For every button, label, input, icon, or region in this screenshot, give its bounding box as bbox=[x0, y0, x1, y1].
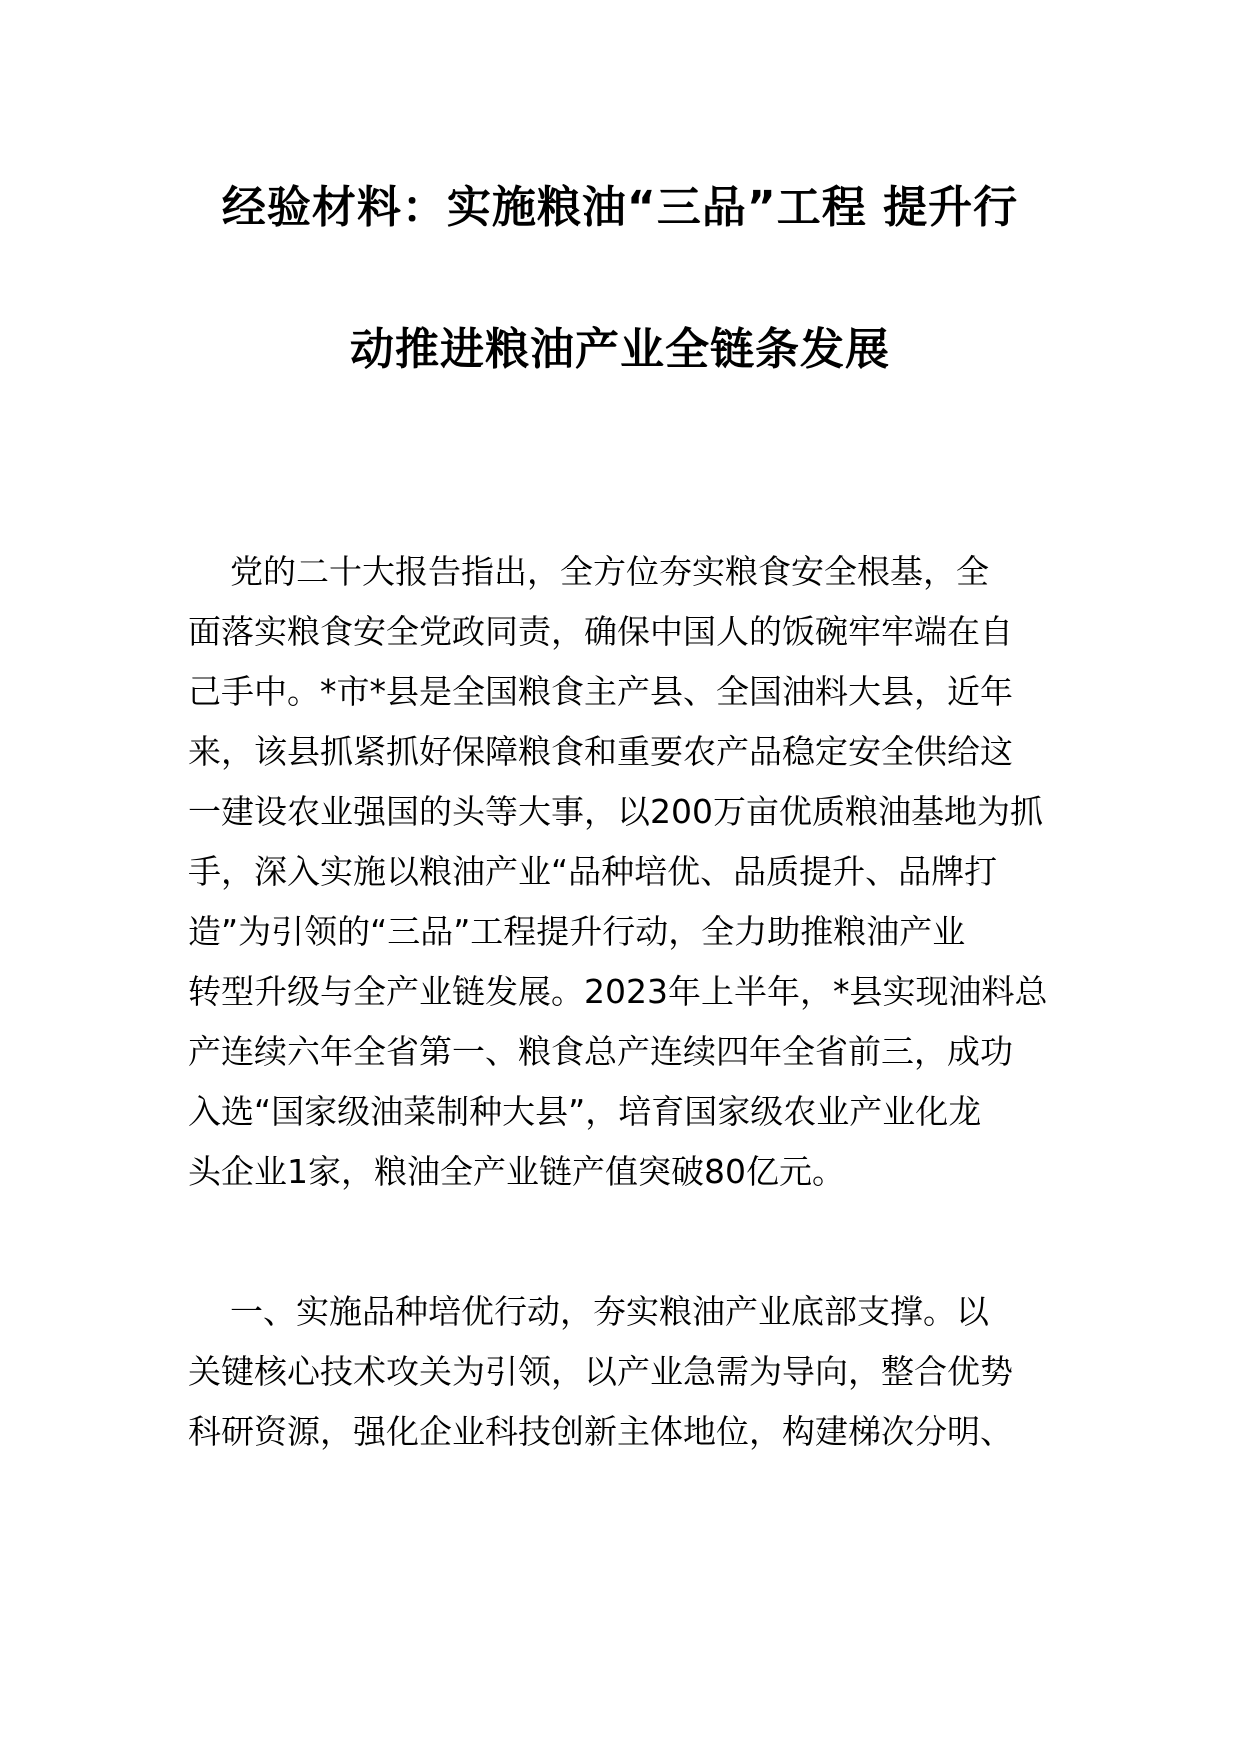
paragraph-1-line: 转型升级与全产业链发展。2023年上半年，*县实现油料总 bbox=[188, 972, 1048, 1011]
paragraph-1-line: 来，该县抓紧抓好保障粮食和重要农产品稳定安全供给这 bbox=[188, 732, 1013, 771]
paragraph-2-line: 一、实施品种培优行动，夯实粮油产业底部支撑。以 bbox=[188, 1292, 989, 1331]
paragraph-1-line: 造”为引领的“三品”工程提升行动，全力助推粮油产业 bbox=[188, 912, 966, 951]
paragraph-2-line: 关键核心技术攻关为引领，以产业急需为导向，整合优势 bbox=[188, 1352, 1013, 1391]
paragraph-1-line: 一建设农业强国的头等大事，以200万亩优质粮油基地为抓 bbox=[188, 792, 1043, 831]
paragraph-1-line: 面落实粮食安全党政同责，确保中国人的饭碗牢牢端在自 bbox=[188, 612, 1013, 651]
document-title-line-2: 动推进粮油产业全链条发展 bbox=[350, 324, 890, 375]
paragraph-1-line: 头企业1家，粮油全产业链产值突破80亿元。 bbox=[188, 1152, 845, 1191]
paragraph-1-line: 产连续六年全省第一、粮食总产连续四年全省前三，成功 bbox=[188, 1032, 1013, 1071]
paragraph-1-line: 入选“国家级油菜制种大县”，培育国家级农业产业化龙 bbox=[188, 1092, 982, 1131]
document-title-line-1: 经验材料：实施粮油“三品”工程 提升行 bbox=[221, 182, 1019, 233]
paragraph-2-line: 科研资源，强化企业科技创新主体地位，构建梯次分明、 bbox=[188, 1412, 1013, 1451]
paragraph-1-line: 党的二十大报告指出，全方位夯实粮食安全根基，全 bbox=[188, 552, 989, 591]
paragraph-1-line: 己手中。*市*县是全国粮食主产县、全国油料大县，近年 bbox=[188, 672, 1013, 711]
paragraph-1-line: 手，深入实施以粮油产业“品种培优、品质提升、品牌打 bbox=[188, 852, 998, 891]
